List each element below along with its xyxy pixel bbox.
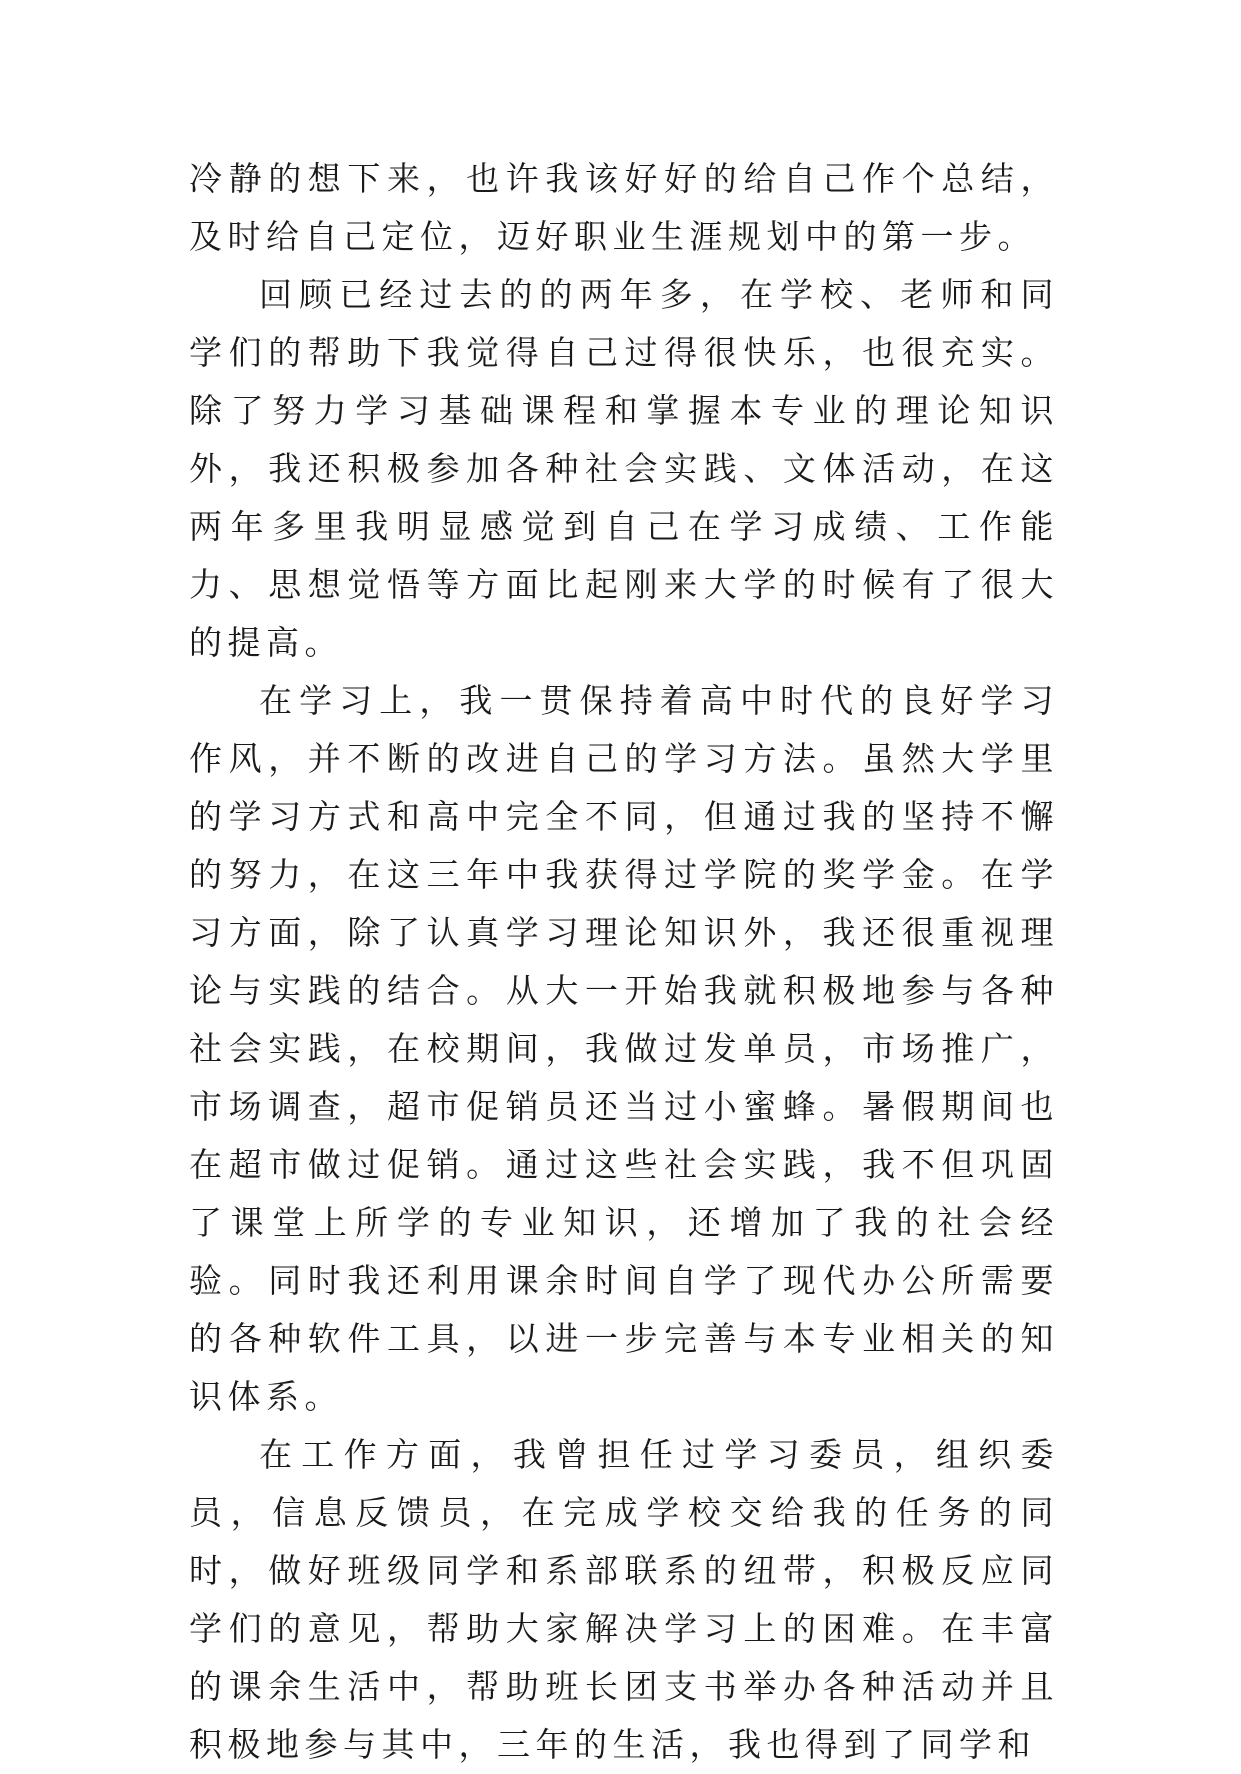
paragraph-1: 冷静的想下来，也许我该好好的给自己作个总结，及时给自己定位，迈好职业生涯规划中的第一步。 (189, 159, 1059, 256)
paragraph-2: 回顾已经过去的的两年多，在学校、老师和同学们的帮助下我觉得自己过得很快乐，也很充实。除了努力学习基础课程和掌握本专业的理论知识外，我还积极参加各种社会实践、文体活动，在这两年多里我明显感觉到自己在学习成绩、工作能力、思想觉悟等方面比起刚来大学的时候有了很大的提高。 (189, 275, 1059, 662)
document-body (189, 150, 1059, 1774)
paragraph-3: 在学习上，我一贯保持着高中时代的良好学习作风，并不断的改进自己的学习方法。虽然大学里的学习方式和高中完全不同，但通过我的坚持不懈的努力，在这三年中我获得过学院的奖学金。在学习方面，除了认真学习理论知识外，我还很重视理论与实践的结合。从大一开始我就积极地参与各种社会实践，在校期间，我做过发单员，市场推广，市场调查，超市促销员还当过小蜜蜂。暑假期间也在超市做过促销。通过这些社会实践，我不但巩固了课堂上所学的专业知识，还增加了我的社会经验。同时我还利用课余时间自学了现代办公所需要的各种软件工具，以进一步完善与本专业相关的知识体系。 (189, 681, 1059, 1416)
paragraph-4: 在工作方面，我曾担任过学习委员，组织委员，信息反馈员，在完成学校交给我的任务的同时，做好班级同学和系部联系的纽带，积极反应同学们的意见，帮助大家解决学习上的困难。在丰富的课余生活中，帮助班长团支书举办各种活动并且积极地参与其中，三年的生活，我也得到了同学和 (189, 1435, 1059, 1764)
